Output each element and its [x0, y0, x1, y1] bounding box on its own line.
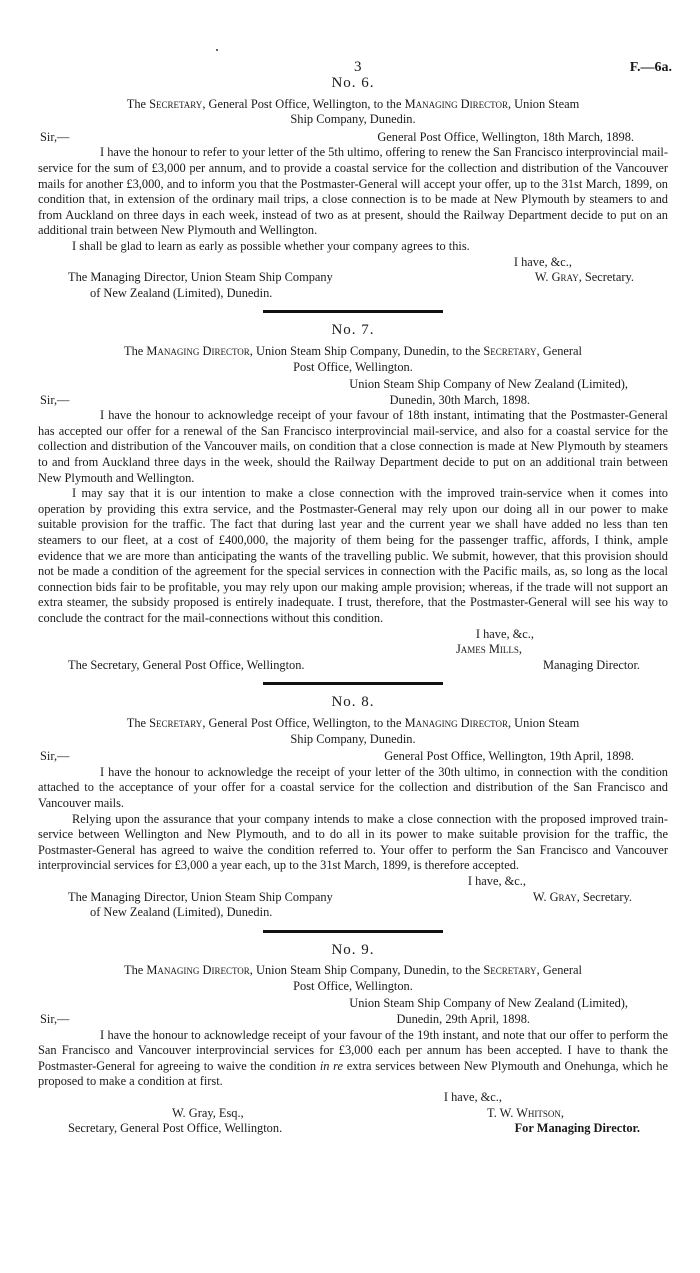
recipient-line: of New Zealand (Limited), Dunedin. — [90, 285, 273, 300]
recipient-line: W. Gray, Esq., — [172, 1105, 244, 1120]
salutation: Sir,— — [40, 129, 70, 144]
letter-number: No. 7. — [331, 322, 375, 339]
signature-row — [38, 658, 668, 674]
signer-name: James Mills, — [455, 642, 522, 657]
letter-number: No. 8. — [331, 694, 375, 711]
page-header — [38, 0, 672, 75]
letter-paragraph: I shall be glad to learn as early as possible whether your company agrees to this. — [72, 238, 470, 253]
closing: I have, &c., — [513, 254, 572, 269]
signature-row — [38, 270, 668, 286]
closing: I have, &c., — [467, 873, 526, 888]
salutation: Sir,— — [40, 1012, 70, 1027]
document-reference: F.—6a. — [629, 60, 672, 75]
letter-paragraph: I have the honour to acknowledge receipt of your favour of the 19th instant, and note that our offer to perform the San Francisco and Vancouver interprovincial services for £3,000 each per annum has been accepted. I have to thank the Postmaster-General for agreeing to waive the condition in re extra services between New Plymouth and Onehunga, which he proposed to make a condition at first. — [38, 1027, 668, 1089]
speck-mark — [216, 49, 218, 51]
document-page — [38, 0, 672, 1137]
letter-paragraph: I have the honour to acknowledge the receipt of your letter of the 30th ultimo, in connection with the condition attached to the acceptance of your offer for a coastal service for the collection and distribution of the San Francisco and Vancouver mails. — [38, 764, 668, 810]
letter-address: The Secretary, General Post Office, Wellington, to the Managing Director, Union Steam Ship Company, Dunedin. — [126, 715, 580, 746]
page-number: 3 — [354, 59, 362, 75]
signer-name: T. W. Whitson, — [487, 1105, 564, 1120]
letter-no-6 — [38, 76, 668, 301]
section-divider — [263, 682, 443, 685]
letter-date: General Post Office, Wellington, 19th April, 1898. — [384, 749, 634, 764]
sender-address: Union Steam Ship Company of New Zealand (Limited), — [349, 996, 628, 1011]
letter-date: General Post Office, Wellington, 18th March, 1898. — [377, 129, 634, 144]
signature-row — [38, 1106, 668, 1122]
letter-number: No. 9. — [331, 941, 375, 958]
signer-title: Managing Director. — [542, 657, 640, 672]
letter-no-8 — [38, 695, 668, 920]
signer-title: For Managing Director. — [514, 1121, 640, 1136]
letter-paragraph: Relying upon the assurance that your company intends to make a close connection with the proposed improved train-service between Wellington and New Plymouth, and to do all in its power to make suitable provision for the traffic, the Postmaster-General has agreed to waive the condition referred to. Your offer to perform the San Francisco and Vancouver interprovincial services for £3,000 a year each, up to the 31st March, 1899, is therefore accepted. — [38, 811, 668, 873]
letter-paragraph: I may say that it is our intention to make a close connection with the improved train-service when it comes into operation by providing this extra service, and the Postmaster-General may rely upon our doing all in our power to make suitable provision for the traffic. The fact that during last year and the current year we shall have added no less than ten steamers to our fleet, at a cost of £400,000, the majority of them being for the passenger traffic, affords, I think, ample evidence that we are more than anticipating the wants of the travelling public. We submit, however, that this provision should not be made a condition of the agreement for the special services in connection with the Pacific mails, as, so long as the local connection bids fair to be profitable, you may rely upon our making ample provision; whereas, if the trade will not support an extra steamer, the subsidy proposed is entirely inadequate. I trust, therefore, that the Postmaster-General will see his way to conclude the contract for the mail-connections without this condition. — [38, 486, 668, 625]
signature-row — [38, 1121, 668, 1137]
closing: I have, &c., — [443, 1090, 502, 1105]
recipient-line: The Managing Director, Union Steam Ship Company — [68, 889, 333, 904]
sender-address: Union Steam Ship Company of New Zealand (Limited), — [349, 377, 628, 392]
letter-paragraph: I have the honour to refer to your letter of the 5th ultimo, offering to renew the San Francisco interprovincial mail-service for the sum of £3,000 per annum, and to provide a coastal service for the collection and distribution of the Vancouver mails for another £3,000, and to inform you that the Postmaster-General will accept your offer, up to the 31st March, 1899, on condition that, in extension of the ordinary mail trips, a close connection is to be made at New Plymouth by steamers to and from Auckland on three days in each week, instead of two as at present, should the Railway Department decide to put on an additional train between New Plymouth and Wellington. — [38, 145, 668, 238]
signer: W. Gray, Secretary. — [532, 889, 632, 904]
letter-address: The Secretary, General Post Office, Wellington, to the Managing Director, Union Steam Ship Company, Dunedin. — [126, 96, 580, 127]
letter-date: Dunedin, 29th April, 1898. — [396, 1012, 530, 1027]
signature-row — [38, 890, 668, 906]
salutation-row — [38, 393, 668, 409]
recipient-line: The Secretary, General Post Office, Wellington. — [68, 657, 305, 672]
letter-paragraph: I have the honour to acknowledge receipt of your favour of 18th instant, intimating that the Postmaster-General has accepted our offer for a renewal of the San Francisco interprovincial mail-service, and also for a coastal service for the collection and distribution of the Vancouver mails, on condition that a close connection is made at New Plymouth by steamers to and from Auckland three days in the week, should the Railway Department decide to put on an additional train between New Plymouth and Wellington. — [38, 408, 668, 485]
recipient-line: of New Zealand (Limited), Dunedin. — [90, 905, 273, 920]
recipient-line: Secretary, General Post Office, Wellington. — [68, 1121, 283, 1136]
recipient-line: The Managing Director, Union Steam Ship Company — [68, 270, 333, 285]
letter-no-9 — [38, 943, 668, 1137]
signer: W. Gray, Secretary. — [534, 270, 634, 285]
salutation: Sir,— — [40, 749, 70, 764]
letter-no-7 — [38, 323, 668, 673]
letter-date: Dunedin, 30th March, 1898. — [389, 392, 530, 407]
letter-number: No. 6. — [331, 75, 375, 91]
section-divider — [263, 310, 443, 313]
section-divider — [263, 930, 443, 933]
salutation: Sir,— — [40, 392, 70, 407]
salutation-row — [38, 1012, 668, 1028]
closing: I have, &c., — [475, 626, 534, 641]
letter-address: The Managing Director, Union Steam Ship Company, Dunedin, to the Secretary, General Post Office, Wellington. — [124, 343, 582, 374]
letter-address: The Managing Director, Union Steam Ship Company, Dunedin, to the Secretary, General Post Office, Wellington. — [124, 963, 582, 993]
salutation-row — [38, 130, 668, 146]
salutation-row — [38, 749, 668, 765]
